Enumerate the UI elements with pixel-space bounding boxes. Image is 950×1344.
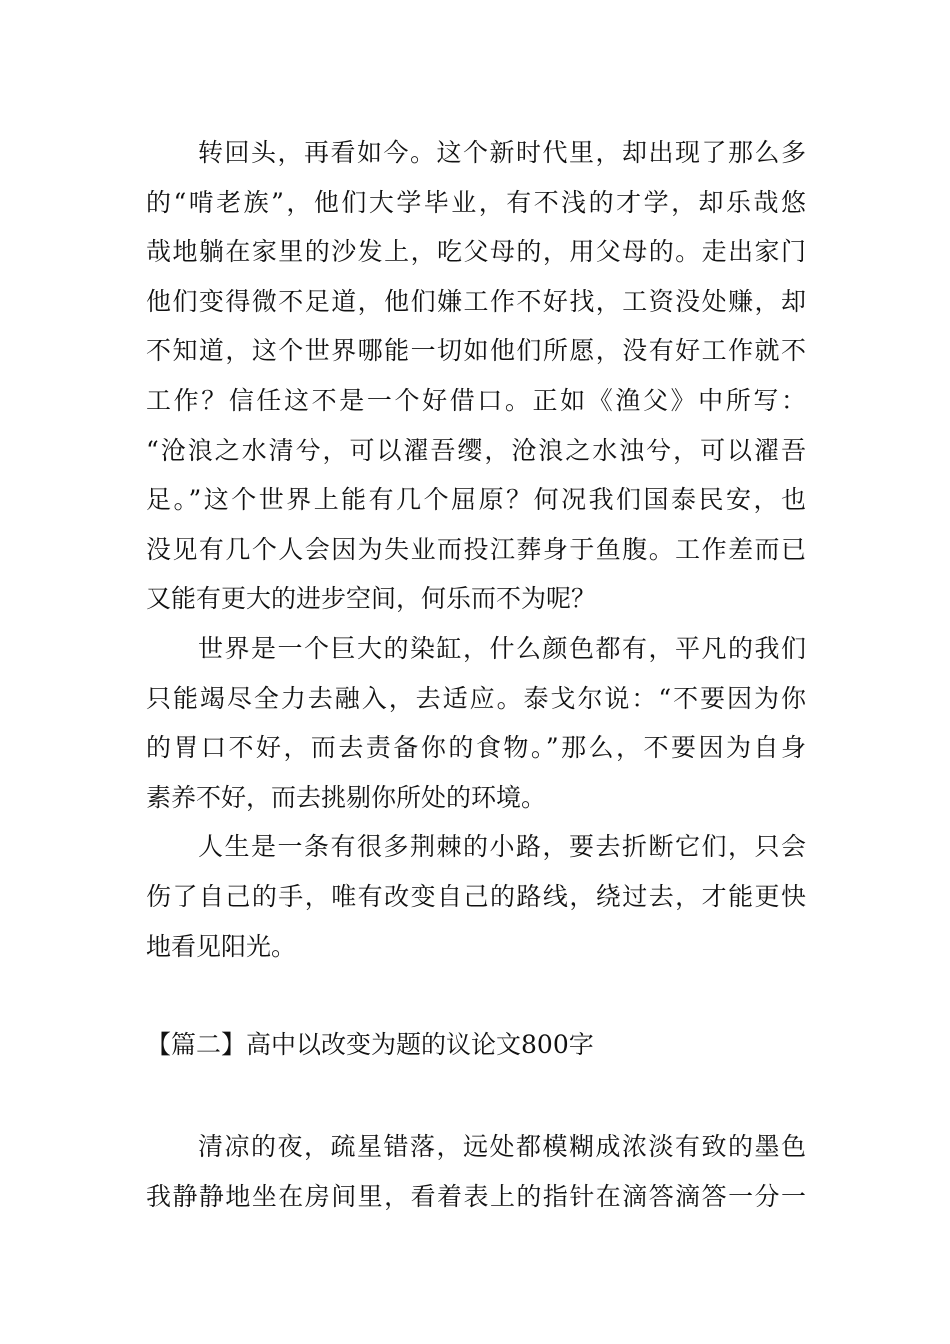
text-line: 素养不好，而去挑剔你所处的环境。: [146, 782, 547, 812]
text-line: 足。”这个世界上能有几个屈原？何况我们国泰民安，也: [146, 485, 806, 515]
text-line: 没见有几个人会因为失业而投江葬身于鱼腹。工作差而已: [146, 534, 806, 564]
text-line: 地看见阳光。: [146, 931, 297, 961]
section-heading: 【篇二】高中以改变为题的议论文800字: [146, 1030, 594, 1059]
section2-body: [146, 1122, 806, 1221]
paragraph: [146, 822, 806, 971]
text-line: 伤了自己的手，唯有改变自己的路线，绕过去，才能更快: [146, 881, 806, 911]
text-line: 他们变得微不足道，他们嫌工作不好找，工资没处赚，却: [146, 286, 806, 316]
text-line: 的“啃老族”，他们大学毕业，有不浅的才学，却乐哉悠: [146, 187, 806, 217]
text-line: 转回头，再看如今。这个新时代里，却出现了那么多: [198, 138, 806, 167]
text-line: 人生是一条有很多荆棘的小路，要去折断它们，只会: [198, 832, 806, 862]
text-line: 世界是一个巨大的染缸，什么颜色都有，平凡的我们: [198, 633, 806, 663]
text-line: 我静静地坐在房间里，看着表上的指针在滴答滴答一分一: [146, 1181, 806, 1211]
text-line: 又能有更大的进步空间，何乐而不为呢？: [146, 584, 597, 614]
text-line: 的胃口不好，而去责备你的食物。”那么，不要因为自身: [146, 733, 806, 763]
paragraph: [146, 624, 806, 822]
document-body: [146, 128, 806, 971]
text-line: 清凉的夜，疏星错落，远处都模糊成浓淡有致的墨色: [198, 1132, 806, 1161]
paragraph: [146, 128, 806, 624]
text-line: 不知道，这个世界哪能一切如他们所愿，没有好工作就不: [146, 336, 806, 366]
text-line: 只能竭尽全力去融入，去适应。泰戈尔说：“不要因为你: [146, 683, 806, 713]
text-line: 哉地躺在家里的沙发上，吃父母的，用父母的。走出家门: [146, 237, 806, 267]
text-line: 工作？信任这不是一个好借口。正如《渔父》中所写：: [146, 385, 806, 415]
text-line: “沧浪之水清兮，可以濯吾缨，沧浪之水浊兮，可以濯吾: [146, 435, 806, 465]
